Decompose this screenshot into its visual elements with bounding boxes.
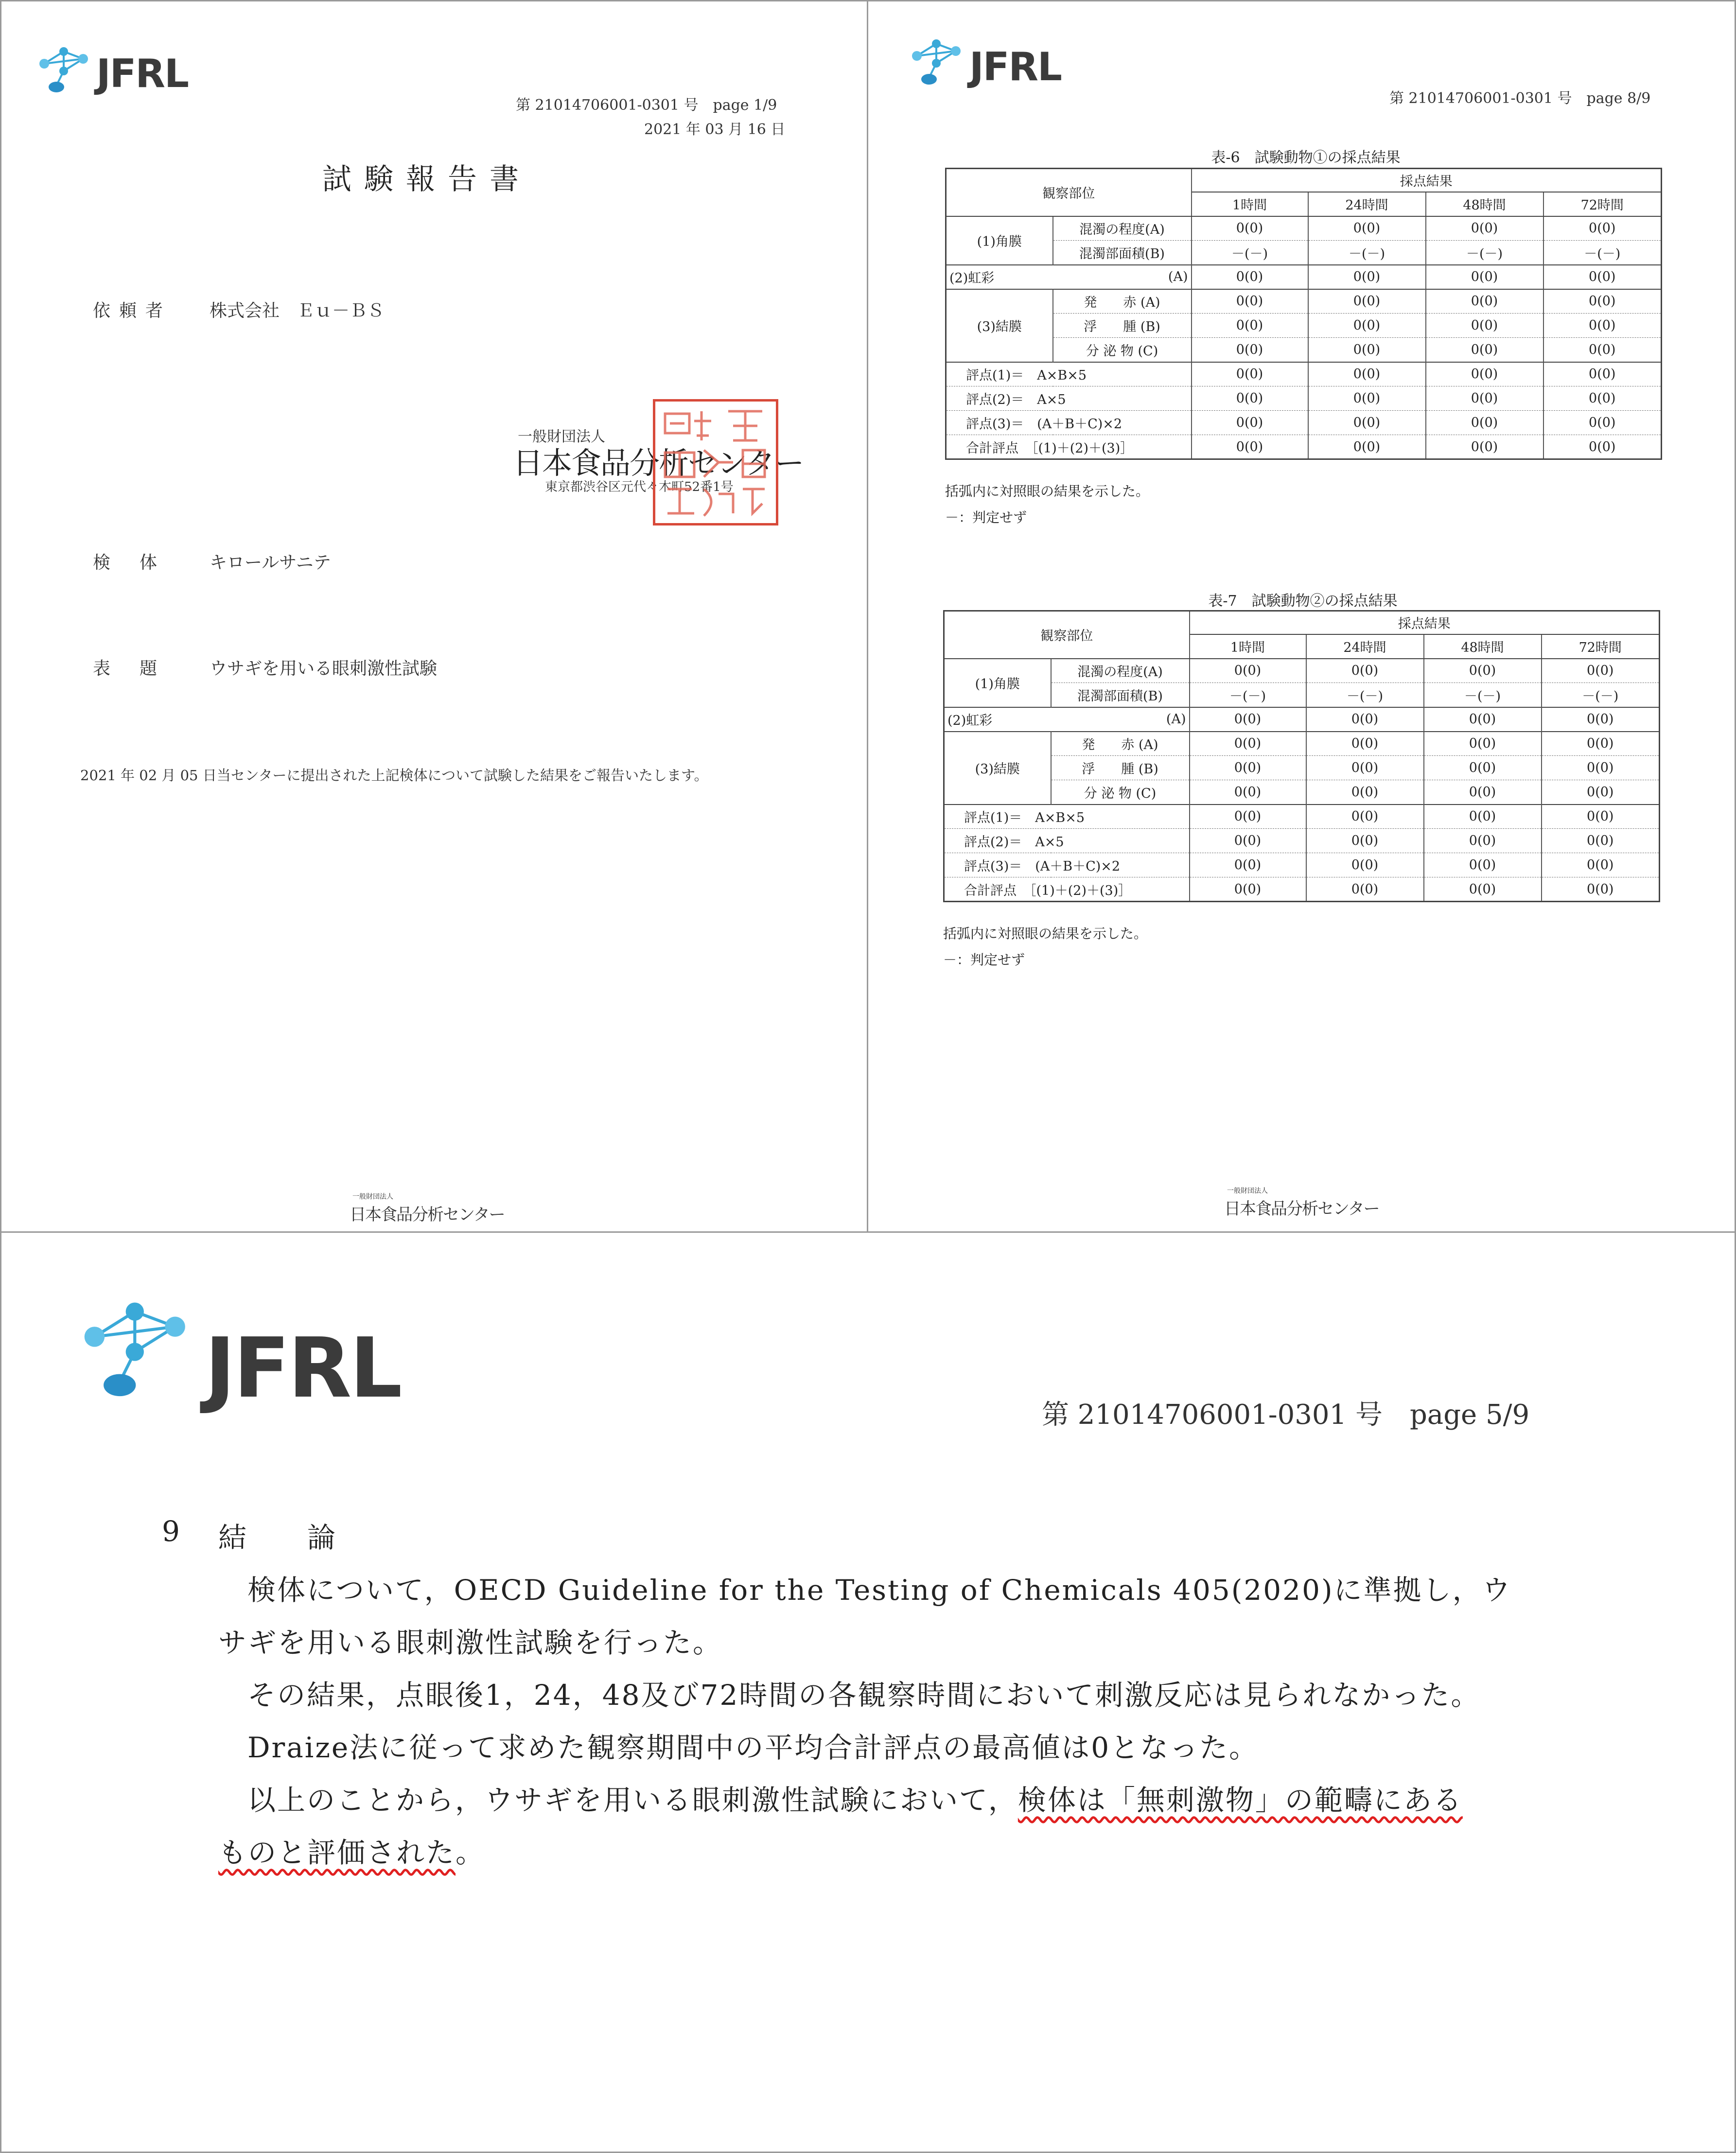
table-row [946,265,1662,289]
document-number: 第 21014706001-0301 号 page 1/9 [516,97,777,114]
row-group: (2)虹彩 [946,265,1053,289]
cell: 0(0) [1542,853,1660,877]
row-group: 合計評点 ［(1)＋(2)＋(3)］ [944,877,1190,902]
table-7-caption: 表-7 試験動物②の採点結果 [1208,593,1398,610]
table-row [944,683,1660,707]
document-number: 第 21014706001-0301 号 page 5/9 [1042,1399,1530,1431]
row-item: 混濁部面積(B) [1053,241,1192,265]
cell: 0(0) [1192,362,1308,386]
row-group: 評点(2)＝ A×5 [944,829,1190,853]
table-row [944,659,1660,683]
cell: 0(0) [1308,289,1426,314]
cell: 0(0) [1424,732,1542,756]
cell: －(－) [1426,241,1543,265]
cell: 0(0) [1308,314,1426,338]
requester-value: 株式会社 Ｅｕ－ＢＳ [210,301,385,321]
header-time: 72時間 [1543,192,1662,216]
cell: 0(0) [1192,265,1308,289]
table-6-note-2: －：判定せず [945,509,1027,525]
cell: 0(0) [1308,338,1426,362]
subject-label: 表題 [93,659,187,679]
cell: 0(0) [1190,805,1306,829]
footer-organization-small: 一般財団法人 [1227,1187,1268,1195]
cell: 0(0) [1424,877,1542,902]
row-item: 混濁部面積(B) [1051,683,1190,707]
cell: 0(0) [1192,386,1308,411]
cell: 0(0) [1308,386,1426,411]
table-7 [943,610,1660,902]
cell: 0(0) [1542,732,1660,756]
cell: 0(0) [1543,289,1662,314]
cell: 0(0) [1543,216,1662,241]
table-row [946,338,1662,362]
cell: 0(0) [1542,707,1660,732]
jfrl-logo-icon [907,36,975,90]
cell: 0(0) [1306,659,1424,683]
line-5-plain: 以上のことから，ウサギを用いる眼刺激性試験において， [247,1784,1018,1817]
report-cover-page [0,0,868,1233]
table-6-caption: 表-6 試験動物①の採点結果 [1211,149,1401,166]
cell: 0(0) [1308,362,1426,386]
row-item: 発 赤 (A) [1051,732,1190,756]
organization-name: 日本食品分析センター [513,445,804,481]
row-group: 合計評点 ［(1)＋(2)＋(3)］ [946,435,1192,459]
cell: 0(0) [1426,314,1543,338]
cell: 0(0) [1192,338,1308,362]
cell: 0(0) [1192,289,1308,314]
page-title: 試験報告書 [322,162,531,196]
table-row [944,877,1660,902]
organization-address: 東京都渋谷区元代々木町52番1号 [545,480,734,494]
row-item: (A) [1053,265,1192,289]
row-item: 発 赤 (A) [1053,289,1192,314]
cell: 0(0) [1424,780,1542,805]
cell: 0(0) [1190,780,1306,805]
cell: 0(0) [1306,756,1424,780]
table-row [946,411,1662,435]
header-time: 72時間 [1542,634,1660,659]
cell: 0(0) [1542,829,1660,853]
sample-value: キロールサニテ [210,553,331,573]
cell: 0(0) [1424,756,1542,780]
cell: 0(0) [1308,216,1426,241]
row-group: 評点(1)＝ A×B×5 [944,805,1190,829]
cell: 0(0) [1426,435,1543,459]
row-group: (1)角膜 [944,659,1051,707]
row-item: (A) [1051,707,1190,732]
footer-organization-name: 日本食品分析センター [1224,1199,1379,1219]
table-7-note-2: －：判定せず [943,952,1025,968]
footer-organization-small: 一般財団法人 [352,1193,393,1201]
cell: 0(0) [1426,216,1543,241]
cell: 0(0) [1542,805,1660,829]
subject-row [93,655,437,680]
cell: －(－) [1190,683,1306,707]
row-group: (3)結膜 [944,732,1051,805]
section-number: 9 [162,1515,181,1548]
cell: －(－) [1192,241,1308,265]
row-group: (3)結膜 [946,289,1053,362]
cell: 0(0) [1543,362,1662,386]
jfrl-logo-text: JFRL [205,1320,401,1417]
table-row [946,362,1662,386]
jfrl-logo-icon [74,1296,215,1408]
row-group: (1)角膜 [946,216,1053,265]
header-time: 24時間 [1306,634,1424,659]
table-row [944,707,1660,732]
row-item: 混濁の程度(A) [1053,216,1192,241]
row-group: 評点(3)＝ (A＋B＋C)×2 [944,853,1190,877]
cell: －(－) [1306,683,1424,707]
cell: 0(0) [1306,829,1424,853]
paragraph-line-4: Draize法に従って求めた観察期間中の平均合計評点の最高値は0となった。 [247,1731,1259,1764]
row-item: 浮 腫 (B) [1051,756,1190,780]
paragraph-line-3: その結果，点眼後1，24，48及び72時間の各観察時間において刺激反応は見られなかった。 [247,1679,1481,1712]
cell: 0(0) [1543,411,1662,435]
table-row [946,289,1662,314]
table-row [944,756,1660,780]
cell: 0(0) [1424,829,1542,853]
header-time: 48時間 [1424,634,1542,659]
table-row [946,314,1662,338]
table-row [944,732,1660,756]
row-group: 評点(3)＝ (A＋B＋C)×2 [946,411,1192,435]
paragraph-line-5 [247,1777,1463,1818]
document-number: 第 21014706001-0301 号 page 8/9 [1389,90,1651,107]
jfrl-logo-text: JFRL [969,44,1061,89]
table-row [944,780,1660,805]
table-6 [945,168,1662,460]
cell: 0(0) [1543,435,1662,459]
paragraph-line-2: サギを用いる眼刺激性試験を行った。 [218,1626,723,1659]
paragraph-line-6 [218,1830,485,1871]
row-group: 評点(1)＝ A×B×5 [946,362,1192,386]
conclusion-page [0,1231,1736,2153]
cell: －(－) [1543,241,1662,265]
subject-value: ウサギを用いる眼刺激性試験 [210,659,438,679]
footer-organization-name: 日本食品分析センター [350,1205,505,1225]
cell: 0(0) [1426,362,1543,386]
cell: －(－) [1424,683,1542,707]
header-time: 1時間 [1190,634,1306,659]
cell: 0(0) [1306,732,1424,756]
row-item: 浮 腫 (B) [1053,314,1192,338]
cell: 0(0) [1542,780,1660,805]
cell: 0(0) [1190,829,1306,853]
table-6-note-1: 括弧内に対照眼の結果を示した。 [945,483,1150,499]
cell: 0(0) [1190,853,1306,877]
cell: 0(0) [1308,435,1426,459]
table-row [944,853,1660,877]
header-score: 採点結果 [1192,169,1662,192]
header-score: 採点結果 [1190,611,1660,634]
cell: 0(0) [1426,386,1543,411]
table-row [944,829,1660,853]
row-item: 分 泌 物 (C) [1051,780,1190,805]
results-table-page [867,0,1736,1233]
cell: 0(0) [1542,877,1660,902]
row-group: 評点(2)＝ A×5 [946,386,1192,411]
cell: 0(0) [1192,411,1308,435]
cell: 0(0) [1542,756,1660,780]
header-site: 観察部位 [946,169,1192,216]
cell: －(－) [1308,241,1426,265]
header-time: 48時間 [1426,192,1543,216]
row-item: 混濁の程度(A) [1051,659,1190,683]
cell: 0(0) [1190,659,1306,683]
cell: 0(0) [1306,707,1424,732]
jfrl-logo-icon [35,44,103,98]
cell: 0(0) [1542,659,1660,683]
cell: 0(0) [1424,805,1542,829]
sample-label: 検体 [93,553,187,573]
cell: 0(0) [1306,853,1424,877]
cell: 0(0) [1190,877,1306,902]
cell: 0(0) [1424,707,1542,732]
header-time: 24時間 [1308,192,1426,216]
cell: 0(0) [1190,707,1306,732]
cell: 0(0) [1543,314,1662,338]
table-7-note-1: 括弧内に対照眼の結果を示した。 [943,926,1148,942]
cell: 0(0) [1426,411,1543,435]
cell: 0(0) [1190,756,1306,780]
highlighted-conclusion-end: ものと評価された [218,1836,456,1869]
cell: 0(0) [1306,877,1424,902]
report-date: 2021 年 03 月 16 日 [644,121,786,138]
highlighted-conclusion: 検体は「無刺激物」の範疇にある [1017,1784,1463,1817]
requester-row [93,297,385,322]
cell: 0(0) [1424,659,1542,683]
header-time: 1時間 [1192,192,1308,216]
cell: －(－) [1542,683,1660,707]
cell: 0(0) [1308,265,1426,289]
requester-label: 依頼者 [93,301,172,321]
official-seal-icon [653,399,778,525]
row-group: (2)虹彩 [944,707,1051,732]
cell: 0(0) [1192,435,1308,459]
cell: 0(0) [1543,386,1662,411]
sample-row [93,549,331,574]
cell: 0(0) [1190,732,1306,756]
section-title: 結 論 [218,1521,337,1554]
cell: 0(0) [1306,805,1424,829]
cell: 0(0) [1543,338,1662,362]
cell: 0(0) [1426,265,1543,289]
row-item: 分 泌 物 (C) [1053,338,1192,362]
cell: 0(0) [1426,289,1543,314]
paragraph-line-1: 検体について，OECD Guideline for the Testing of Chemicals 405(2020)に準拠し，ウ [247,1574,1512,1607]
header-site: 観察部位 [944,611,1190,659]
cell: 0(0) [1306,780,1424,805]
cell: 0(0) [1192,216,1308,241]
line-6-end: 。 [456,1836,486,1869]
table-row [946,435,1662,459]
jfrl-logo-text: JFRL [96,51,188,96]
organization-small: 一般財団法人 [518,428,605,445]
cell: 0(0) [1426,338,1543,362]
table-row [946,386,1662,411]
report-statement: 2021 年 02 月 05 日当センターに提出された上記検体について試験した結果をご報告いたします。 [80,767,708,784]
table-row [946,241,1662,265]
table-row [944,805,1660,829]
cell: 0(0) [1308,411,1426,435]
cell: 0(0) [1424,853,1542,877]
cell: 0(0) [1543,265,1662,289]
cell: 0(0) [1192,314,1308,338]
table-row [946,216,1662,241]
